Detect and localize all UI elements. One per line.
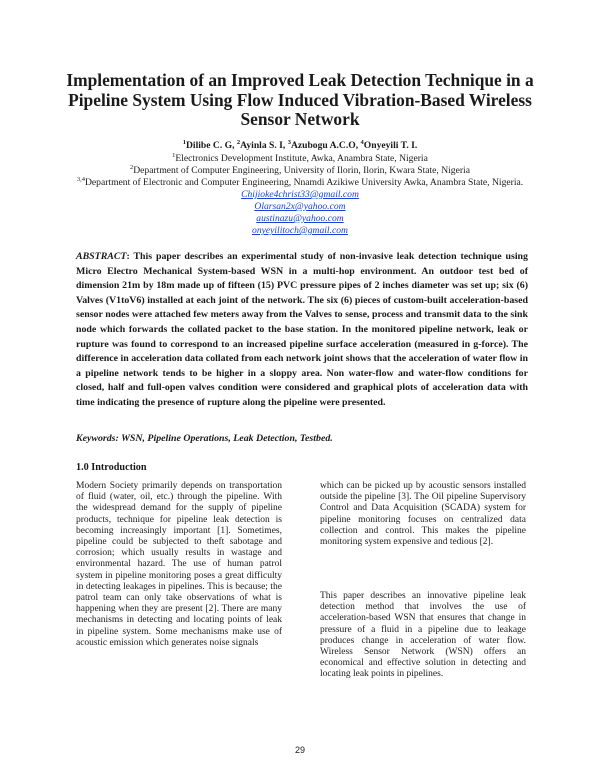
affiliation-1-number: 1 — [172, 152, 176, 159]
affiliation-1 — [0, 153, 600, 165]
author-2-number: 2 — [236, 139, 241, 146]
author-1-number: 1 — [182, 139, 186, 146]
email-link-1[interactable]: Chijioke4christ33@gmail.com — [241, 189, 359, 200]
affiliation-2-number: 2 — [129, 164, 134, 171]
affiliation-2 — [0, 165, 600, 177]
section-heading: 1.0 Introduction — [76, 462, 147, 473]
affiliation-3-number: 3,4 — [76, 176, 85, 183]
email-link-4[interactable]: onyeyilitoch@gmail.com — [252, 225, 348, 236]
abstract-text: : This paper describes an experimental study of non-invasive leak detection technique using Micro Electro Mechanical System-based WSN in a multi-hop environment. An outdoor test bed of dimension 21m by 18m made up of fifteen (15) PVC pressure pipes of 2 inches diameter was set up; six (6) Valves (V1toV6) installed at each joint of the network. The six (6) pieces of custom-built acceleration-based sensor nodes were attached few meters away from the Valves to sense, process and transmit data to the sink node which forwards the collated packet to the base station. In the monitored pipeline network, leak or rupture was found to correspond to an increased pipeline surface acceleration (measured in g-force). The difference in acceleration data collated from each network joint shows that the acceleration of water flow in a pipeline network tends to be higher in a sloppy area. Non water-flow and water-flow conditions for closed, half and full-open valves condition were considered and graphical plots of acceleration data with time indicating the presence of rupture along the pipeline were presented. — [76, 251, 528, 408]
author-list — [0, 140, 600, 152]
affiliation-1-text: Electronics Development Institute, Awka, Anambra State, Nigeria — [175, 153, 428, 164]
affiliation-3-text: Department of Electronic and Computer Engineering, Nnamdi Azikiwe University Awka, Anambra State, Nigeria. — [84, 177, 524, 188]
intro-right-column-para-2: This paper describes an innovative pipeline leak detection method that involves the use of acceleration-based WSN that ensures that change in pressure of a fluid in a pipeline due to leakage produces change in acceleration of water flow. Wireless Sensor Network (WSN) offers an economical and effective solution in detecting and locating leak points in pipelines. — [320, 591, 526, 680]
paper-title: Implementation of an Improved Leak Detection Technique in a Pipeline System Using Flow Induced Vibration-Based Wireless Sensor Network — [66, 70, 534, 129]
author-3-number: 3 — [287, 139, 291, 146]
author-1: Dilibe C. G, — [185, 140, 237, 151]
author-3: Azubogu A.C.O, — [290, 140, 361, 151]
page-number: 29 — [294, 745, 305, 755]
intro-right-column-para-1: which can be picked up by acoustic sensors installed outside the pipeline [3]. The Oil pipeline Supervisory Control and Data Acquisition (SCADA) system for pipeline monitoring focuses on centralized data collection and control. This makes the pipeline monitoring system expensive and tedious [2]. — [320, 481, 526, 548]
abstract-label: ABSTRACT — [76, 251, 127, 262]
author-2: Ayinla S. I, — [240, 140, 288, 151]
intro-left-column: Modern Society primarily depends on transportation of fluid (water, oil, etc.) through the pipeline. With the widespread demand for the supply of pipeline products, technique for pipeline leak detection is becoming increasingly important [1]. Sometimes, pipeline could be subjected to theft sabotage and corrosion; which usually results in wastage and environmental hazard. The use of human patrol system in pipeline monitoring poses a great difficulty in detecting leakages in pipelines. This is because; the patrol team can only take observations of what is happening when they are present [2]. There are many mechanisms in detecting and locating points of leak in pipeline system. Some mechanisms make use of acoustic emission which generates noise signals — [76, 481, 282, 648]
affiliation-3 — [0, 177, 600, 189]
abstract — [76, 250, 528, 411]
email-link-2[interactable]: Olarsan2x@yahoo.com — [254, 201, 346, 212]
keywords: Keywords: WSN, Pipeline Operations, Leak Detection, Testbed. — [76, 433, 333, 444]
email-link-3[interactable]: austinazu@yahoo.com — [256, 213, 344, 224]
author-4-number: 4 — [360, 139, 364, 146]
author-4: Onyeyili T. I. — [363, 140, 418, 151]
affiliation-2-text: Department of Computer Engineering, University of Ilorin, Ilorin, Kwara State, Nigeria — [133, 165, 470, 176]
